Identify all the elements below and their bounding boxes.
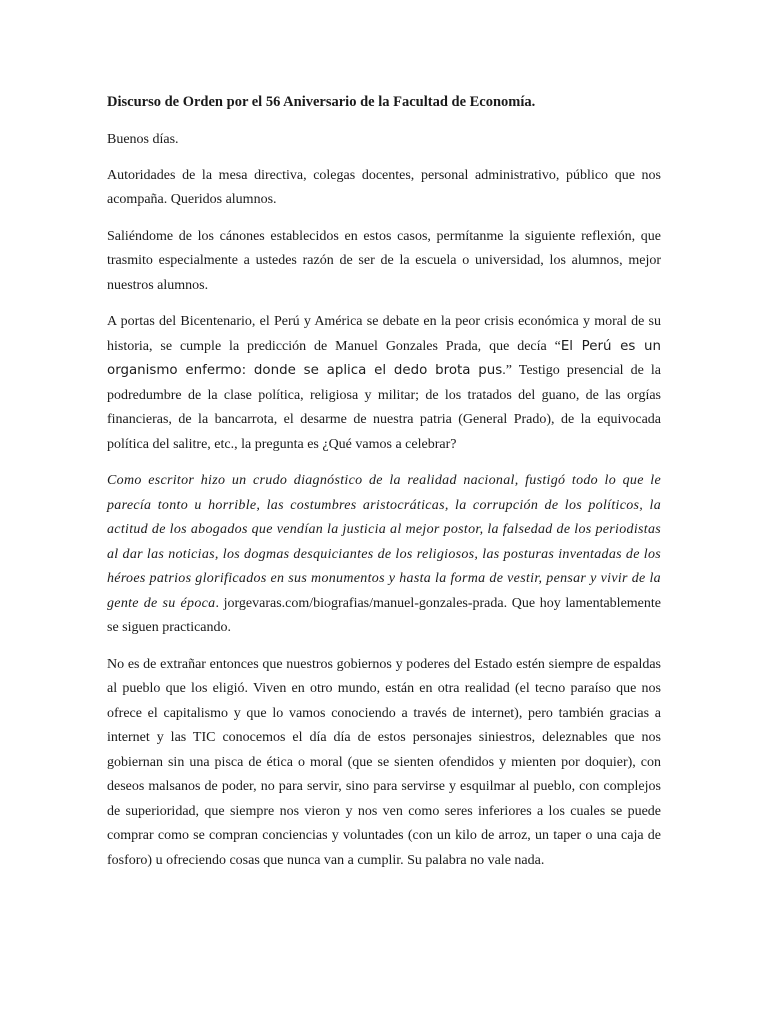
document-title: Discurso de Orden por el 56 Aniversario de la Facultad de Economía. [107, 94, 536, 110]
paragraph-authorities: Autoridades de la mesa directiva, colegas docentes, personal administrativo, público que nos acompaña. Queridos alumnos. [107, 167, 661, 207]
paragraph-prada-biography [107, 469, 661, 641]
prada-quote-part-a: El Perú es un organismo enfermo [107, 338, 662, 378]
document-page [107, 90, 661, 885]
greeting-paragraph: Buenos días. [107, 132, 179, 147]
biography-source: . jorgevaras.com/biografias/manuel-gonzales-prada. Que hoy lamentablemente se siguen practicando. [107, 595, 661, 635]
prada-quote-part-b: donde se aplica el dedo brota pus [253, 363, 503, 378]
paragraph-bicentenario [107, 310, 661, 457]
paragraph-governments: No es de extrañar entonces que nuestros gobiernos y poderes del Estado estén siempre de espaldas al pueblo que los eligió. Viven en otro mundo, están en otra realidad (el tecno paraíso que nos ofrece el capitalismo y que lo vamos conociendo a través de internet), pero también gracias a internet y las TIC conocemos el día día de estos personajes siniestros, deleznables que nos gobiernan sin una pisca de ética o moral (que se sienten ofendidos y mienten por doquier), con deseos malsanos de poder, no para servir, sino para servirse y esquilmar al pueblo, con complejos de superioridad, que siempre nos vieron y nos ven como seres inferiores a los cuales se puede comprar como se compran conciencias y voluntades (con un kilo de arroz, un taper o una caja de fosforo) u ofreciendo cosas que nunca van a cumplir. Su palabra no vale nada. [107, 656, 661, 868]
paragraph-bicentenario-intro: A portas del Bicentenario, el Perú y América se debate en la peor crisis económica y moral de su historia, se cumple la predicción de Manuel Gonzales Prada, que decía “ [107, 314, 661, 354]
paragraph-bicentenario-rest: .” Testigo presencial de la podredumbre de la clase política, religiosa y militar; de los tratados del guano, de las orgías financieras, de la bancarrota, el desarme de nuestra patria (General Prado), de la equivocada política del salitre, etc., la pregunta es ¿Qué vamos a celebrar? [107, 363, 661, 452]
biography-italic-quote: Como escritor hizo un crudo diagnóstico de la realidad nacional, fustigó todo lo que le parecía tonto u horrible, las costumbres aristocráticas, la corrupción de los políticos, la actitud de los abogados que vendían la justicia al mejor postor, la falsedad de los periodistas al dar las noticias, los dogmas desquiciantes de los religiosos, las posturas inventadas de los héroes patrios glorificados en sus monumentos y hasta la forma de vestir, pensar y vivir de la gente de su época [107, 473, 661, 611]
paragraph-reflection: Saliéndome de los cánones establecidos en estos casos, permítanme la siguiente reflexión, que trasmito especialmente a ustedes razón de ser de la escuela o universidad, los alumnos, mejor nuestros alumnos. [107, 228, 661, 293]
prada-quote-colon: : [241, 363, 254, 378]
